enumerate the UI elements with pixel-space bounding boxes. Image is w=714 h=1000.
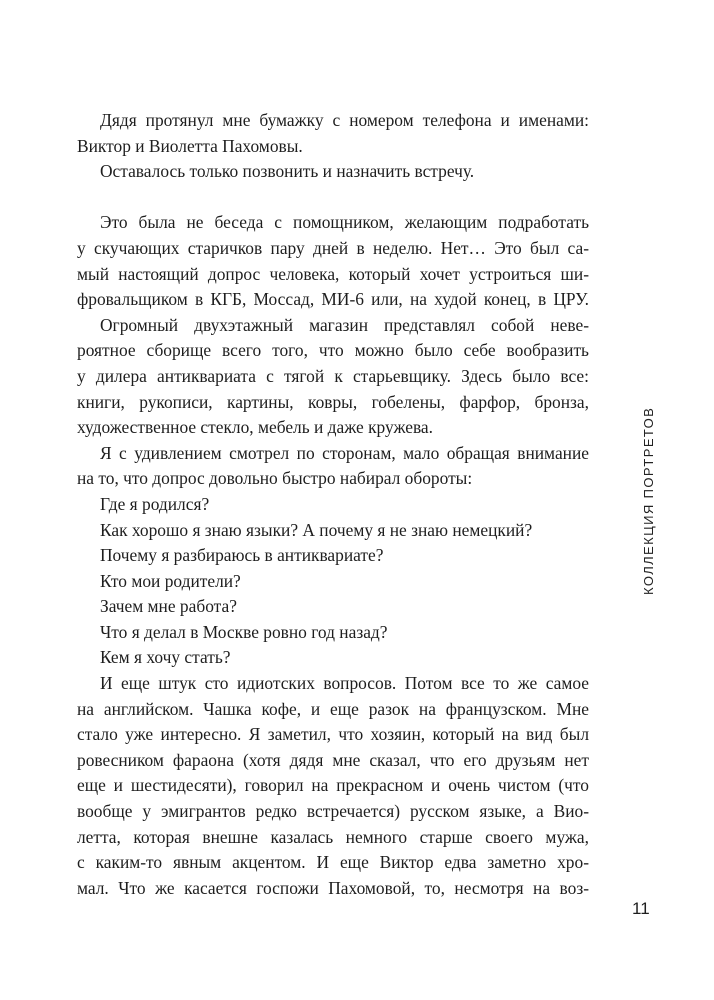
text-line: Огромный двухэтажный магазин представлял собой неве-: [100, 314, 589, 335]
text-line: на английском. Чашка кофе, и еще разок на французском. Мне: [77, 698, 589, 719]
text-line: Кто мои родители?: [100, 570, 241, 591]
text-line: мый настоящий допрос человека, который хочет устроиться ши-: [77, 263, 589, 284]
text-line: еще и шестидесяти), говорил на прекрасном и очень чистом (что: [77, 775, 589, 796]
text-line: Как хорошо я знаю языки? А почему я не знаю немецкий?: [100, 519, 533, 540]
text-line: у дилера антиквариата с тягой к старьевщику. Здесь было все:: [77, 365, 589, 386]
text-line: Дядя протянул мне бумажку с номером телефона и именами:: [100, 110, 589, 130]
section-break: [77, 185, 589, 211]
text-line: летта, которая внешне казалась немного старше своего мужа,: [77, 826, 589, 847]
text-line: Оставалось только позвонить и назначить встречу.: [100, 161, 475, 182]
text-line: роятное сборище всего того, что можно было себе вообразить: [77, 340, 589, 361]
text-line: Это была не беседа с помощником, желающим подработать: [100, 212, 589, 233]
text-line: у скучающих старичков пару дней в неделю. Нет… Это был са-: [77, 237, 589, 258]
text-line: Где я родился?: [100, 493, 210, 514]
text-line: вообще у эмигрантов редко встречается) русском языке, а Вио-: [77, 801, 589, 822]
text-line: Что я делал в Москве ровно год назад?: [100, 621, 388, 642]
text-line: Я с удивлением смотрел по сторонам, мало обращая внимание: [100, 442, 589, 463]
text-line: фровальщиком в КГБ, Моссад, МИ-6 или, на худой конец, в ЦРУ.: [77, 289, 589, 310]
text-line: художественное стекло, мебель и даже кружева.: [77, 417, 433, 438]
text-line: стало уже интересно. Я заметил, что хозяин, который на вид был: [77, 724, 589, 745]
text-line: Кем я хочу стать?: [100, 647, 231, 668]
text-line: на то, что допрос довольно быстро набирал обороты:: [77, 468, 473, 489]
body-text: [77, 108, 589, 901]
text-line: Почему я разбираюсь в антиквариате?: [100, 545, 384, 566]
text-line: Виктор и Виолетта Пахомовы.: [77, 135, 303, 156]
text-line: книги, рукописи, картины, ковры, гобелены, фарфор, бронза,: [77, 391, 589, 412]
text-line: И еще штук сто идиотских вопросов. Потом все то же самое: [100, 673, 589, 694]
text-line: мал. Что же касается госпожи Пахомовой, то, несмотря на воз-: [77, 877, 589, 898]
text-line: Зачем мне работа?: [100, 596, 237, 617]
running-header: КОЛЛЕКЦИЯ ПОРТРЕТОВ: [641, 406, 656, 595]
text-line: ровесником фараона (хотя дядя мне сказал, что его друзьям нет: [77, 749, 589, 770]
page-number: 11: [632, 899, 650, 918]
text-line: с каким-то явным акцентом. И еще Виктор едва заметно хро-: [77, 852, 589, 873]
